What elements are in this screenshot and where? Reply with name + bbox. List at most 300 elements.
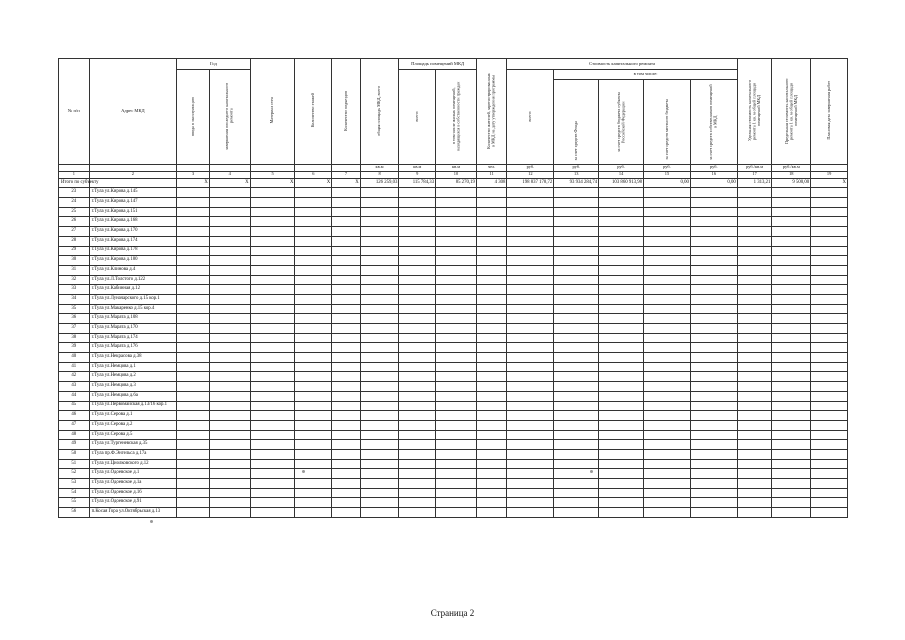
table-cell bbox=[690, 188, 737, 198]
table-cell bbox=[399, 304, 436, 314]
table-cell bbox=[295, 391, 332, 401]
table-row bbox=[59, 324, 848, 334]
row-address: г.Тула ул.Кирова д.145 bbox=[89, 188, 177, 198]
table-cell bbox=[772, 198, 811, 208]
table-cell bbox=[772, 420, 811, 430]
table-cell bbox=[737, 265, 772, 275]
table-cell bbox=[811, 459, 848, 469]
table-cell bbox=[811, 488, 848, 498]
table-cell bbox=[772, 440, 811, 450]
table-cell bbox=[332, 236, 361, 246]
table-cell bbox=[507, 353, 554, 363]
table-cell bbox=[554, 430, 599, 440]
table-cell bbox=[360, 508, 399, 518]
table-cell bbox=[436, 227, 477, 237]
table-cell bbox=[644, 236, 691, 246]
table-cell bbox=[599, 246, 644, 256]
table-cell bbox=[332, 275, 361, 285]
table-cell bbox=[476, 207, 507, 217]
table-cell bbox=[209, 265, 250, 275]
table-cell bbox=[209, 236, 250, 246]
column-number-cell: 1 bbox=[59, 171, 90, 178]
table-cell bbox=[644, 343, 691, 353]
table-row bbox=[59, 198, 848, 208]
table-cell bbox=[507, 188, 554, 198]
table-cell bbox=[332, 449, 361, 459]
row-number: 38 bbox=[59, 333, 90, 343]
table-cell bbox=[476, 343, 507, 353]
table-cell bbox=[554, 469, 599, 479]
table-cell bbox=[737, 430, 772, 440]
table-cell bbox=[476, 227, 507, 237]
table-cell bbox=[599, 236, 644, 246]
table-cell bbox=[811, 391, 848, 401]
table-cell bbox=[295, 411, 332, 421]
table-cell bbox=[360, 372, 399, 382]
table-cell bbox=[772, 343, 811, 353]
table-cell bbox=[436, 401, 477, 411]
table-cell bbox=[177, 265, 210, 275]
table-cell bbox=[209, 207, 250, 217]
row-address: г.Тула ул.Марата д.176 bbox=[89, 343, 177, 353]
row-address: г.Тула ул.Немцова д.2 bbox=[89, 372, 177, 382]
table-cell bbox=[554, 304, 599, 314]
table-cell bbox=[476, 508, 507, 518]
table-cell bbox=[811, 469, 848, 479]
table-cell bbox=[811, 508, 848, 518]
table-cell bbox=[507, 217, 554, 227]
table-cell bbox=[177, 343, 210, 353]
table-cell bbox=[399, 294, 436, 304]
table-cell bbox=[476, 314, 507, 324]
row-address: г.Тула ул.Л.Толстого д.122 bbox=[89, 275, 177, 285]
table-cell bbox=[507, 430, 554, 440]
table-cell bbox=[554, 411, 599, 421]
table-row bbox=[59, 246, 848, 256]
table-cell bbox=[772, 391, 811, 401]
table-cell bbox=[811, 420, 848, 430]
row-address: г.Тула ул.Макаренко д.15 кор.4 bbox=[89, 304, 177, 314]
table-cell bbox=[690, 236, 737, 246]
unit-cell: руб. bbox=[554, 164, 599, 171]
table-cell bbox=[507, 324, 554, 334]
table-cell bbox=[399, 265, 436, 275]
table-cell bbox=[295, 217, 332, 227]
table-cell bbox=[250, 430, 295, 440]
row-number: 47 bbox=[59, 420, 90, 430]
table-cell bbox=[436, 459, 477, 469]
table-cell bbox=[690, 420, 737, 430]
table-cell bbox=[507, 198, 554, 208]
table-cell bbox=[554, 479, 599, 489]
table-cell bbox=[644, 353, 691, 363]
table-cell bbox=[436, 382, 477, 392]
table-cell bbox=[177, 304, 210, 314]
table-cell bbox=[554, 275, 599, 285]
table-cell bbox=[332, 333, 361, 343]
unit-cell: руб. bbox=[599, 164, 644, 171]
column-number-cell: 19 bbox=[811, 171, 848, 178]
year-last-repair-header: завершения последнего капитального ремонта bbox=[209, 70, 250, 165]
summary-cell: 198 837 178,72 bbox=[507, 178, 554, 188]
area-residential-header: в том числе жилых помещений, находящихся в собственности граждан bbox=[436, 70, 477, 165]
table-cell bbox=[209, 333, 250, 343]
row-address: г.Тула ул.Циолковского д.12 bbox=[89, 459, 177, 469]
table-cell bbox=[599, 227, 644, 237]
table-cell bbox=[690, 246, 737, 256]
table-cell bbox=[554, 343, 599, 353]
table-cell bbox=[772, 256, 811, 266]
row-address: г.Тула ул.Одоевское д.16 bbox=[89, 488, 177, 498]
table-cell bbox=[209, 353, 250, 363]
table-cell bbox=[599, 508, 644, 518]
table-cell bbox=[177, 508, 210, 518]
table-cell bbox=[399, 362, 436, 372]
unit-cell bbox=[177, 164, 210, 171]
table-cell bbox=[599, 294, 644, 304]
table-cell bbox=[360, 275, 399, 285]
table-cell bbox=[599, 314, 644, 324]
table-cell bbox=[690, 285, 737, 295]
table-cell bbox=[332, 265, 361, 275]
table-cell bbox=[332, 469, 361, 479]
table-cell bbox=[399, 333, 436, 343]
row-number: 35 bbox=[59, 304, 90, 314]
table-cell bbox=[554, 256, 599, 266]
table-row bbox=[59, 236, 848, 246]
table-cell bbox=[690, 198, 737, 208]
column-number-cell: 3 bbox=[177, 171, 210, 178]
table-cell bbox=[811, 382, 848, 392]
table-cell bbox=[295, 333, 332, 343]
table-cell bbox=[399, 508, 436, 518]
table-cell bbox=[360, 198, 399, 208]
table-cell bbox=[436, 343, 477, 353]
table-cell bbox=[507, 362, 554, 372]
table-cell bbox=[644, 488, 691, 498]
row-address: г.Тула ул.Кирова д.178 bbox=[89, 246, 177, 256]
table-cell bbox=[507, 275, 554, 285]
table-cell bbox=[360, 420, 399, 430]
table-cell bbox=[737, 304, 772, 314]
table-cell bbox=[360, 382, 399, 392]
table-cell bbox=[177, 420, 210, 430]
table-cell bbox=[436, 246, 477, 256]
table-cell bbox=[690, 488, 737, 498]
row-number: 56 bbox=[59, 508, 90, 518]
table-cell bbox=[811, 343, 848, 353]
table-cell bbox=[507, 440, 554, 450]
table-cell bbox=[811, 285, 848, 295]
unit-cell: руб./кв.м bbox=[737, 164, 772, 171]
table-cell bbox=[507, 227, 554, 237]
table-cell bbox=[399, 459, 436, 469]
table-row bbox=[59, 304, 848, 314]
table-cell bbox=[295, 508, 332, 518]
table-cell bbox=[436, 353, 477, 363]
table-cell bbox=[476, 382, 507, 392]
table-cell bbox=[476, 256, 507, 266]
table-cell bbox=[209, 382, 250, 392]
table-cell bbox=[507, 488, 554, 498]
table-cell bbox=[507, 449, 554, 459]
column-number-cell: 8 bbox=[360, 171, 399, 178]
table-cell bbox=[554, 265, 599, 275]
table-cell bbox=[360, 391, 399, 401]
table-cell bbox=[177, 401, 210, 411]
table-cell bbox=[295, 488, 332, 498]
table-cell bbox=[295, 459, 332, 469]
table-cell bbox=[737, 469, 772, 479]
table-cell bbox=[399, 391, 436, 401]
table-row bbox=[59, 391, 848, 401]
table-cell bbox=[690, 227, 737, 237]
table-row bbox=[59, 401, 848, 411]
row-number: 46 bbox=[59, 411, 90, 421]
table-cell bbox=[209, 304, 250, 314]
table-cell bbox=[554, 198, 599, 208]
table-cell bbox=[476, 188, 507, 198]
table-cell bbox=[295, 362, 332, 372]
table-cell bbox=[209, 420, 250, 430]
table-cell bbox=[737, 198, 772, 208]
table-row bbox=[59, 498, 848, 508]
table-cell bbox=[599, 333, 644, 343]
table-cell bbox=[599, 420, 644, 430]
table-cell bbox=[399, 198, 436, 208]
table-cell bbox=[507, 469, 554, 479]
table-cell bbox=[737, 324, 772, 334]
table-cell bbox=[250, 391, 295, 401]
table-cell bbox=[507, 411, 554, 421]
table-row bbox=[59, 372, 848, 382]
table-cell bbox=[399, 353, 436, 363]
table-row bbox=[59, 256, 848, 266]
table-cell bbox=[554, 188, 599, 198]
table-cell bbox=[554, 217, 599, 227]
table-cell bbox=[737, 227, 772, 237]
table-cell bbox=[507, 333, 554, 343]
table-cell bbox=[250, 207, 295, 217]
table-cell bbox=[476, 469, 507, 479]
table-cell bbox=[250, 420, 295, 430]
table-cell bbox=[209, 246, 250, 256]
table-cell bbox=[772, 411, 811, 421]
table-row bbox=[59, 217, 848, 227]
row-address: г.Тула ул.Кирова д.170 bbox=[89, 227, 177, 237]
unit-cell bbox=[295, 164, 332, 171]
row-address: г.Тула ул.Немцова д.6а bbox=[89, 391, 177, 401]
table-cell bbox=[399, 498, 436, 508]
table-cell bbox=[436, 207, 477, 217]
cost-local-header: за счет средств местного бюджета bbox=[644, 79, 691, 164]
table-cell bbox=[360, 207, 399, 217]
summary-cell: 9 500,00 bbox=[772, 178, 811, 188]
table-cell bbox=[209, 343, 250, 353]
table-cell bbox=[436, 188, 477, 198]
table-cell bbox=[250, 382, 295, 392]
table-cell bbox=[332, 285, 361, 295]
table-cell bbox=[737, 362, 772, 372]
table-cell bbox=[476, 236, 507, 246]
table-cell bbox=[399, 479, 436, 489]
table-cell bbox=[399, 440, 436, 450]
table-cell bbox=[295, 343, 332, 353]
table-cell bbox=[360, 304, 399, 314]
row-number: 45 bbox=[59, 401, 90, 411]
table-cell bbox=[332, 294, 361, 304]
row-address: г.Тула ул.Одоевское д.1 bbox=[89, 469, 177, 479]
table-cell bbox=[250, 498, 295, 508]
table-cell bbox=[690, 333, 737, 343]
col-address-header: Адрес МКД bbox=[89, 59, 177, 165]
table-cell bbox=[690, 314, 737, 324]
table-cell bbox=[250, 265, 295, 275]
table-cell bbox=[177, 430, 210, 440]
cost-subject-header: за счет средств бюджета субъекта Российской Федерации bbox=[599, 79, 644, 164]
table-cell bbox=[737, 498, 772, 508]
table-cell bbox=[644, 449, 691, 459]
group-year-header: Год bbox=[177, 59, 250, 70]
table-cell bbox=[177, 294, 210, 304]
row-number: 52 bbox=[59, 469, 90, 479]
table-cell bbox=[209, 256, 250, 266]
table-cell bbox=[554, 246, 599, 256]
table-cell bbox=[772, 314, 811, 324]
table-cell bbox=[599, 430, 644, 440]
table-cell bbox=[250, 217, 295, 227]
row-number: 24 bbox=[59, 198, 90, 208]
table-cell bbox=[599, 382, 644, 392]
planned-date-header: Плановая дата завершения работ bbox=[811, 59, 848, 165]
table-body bbox=[59, 164, 848, 517]
table-cell bbox=[177, 246, 210, 256]
table-cell bbox=[209, 391, 250, 401]
table-cell bbox=[295, 353, 332, 363]
row-number: 26 bbox=[59, 217, 90, 227]
table-cell bbox=[811, 304, 848, 314]
table-cell bbox=[332, 488, 361, 498]
table-cell bbox=[209, 285, 250, 295]
table-cell bbox=[476, 498, 507, 508]
table-cell bbox=[644, 265, 691, 275]
table-cell bbox=[599, 256, 644, 266]
table-cell bbox=[737, 343, 772, 353]
area-total-header: всего: bbox=[399, 70, 436, 165]
table-cell bbox=[507, 236, 554, 246]
table-cell bbox=[177, 236, 210, 246]
table-cell bbox=[811, 246, 848, 256]
table-cell bbox=[177, 479, 210, 489]
table-cell bbox=[209, 294, 250, 304]
unit-cost-limit-header: Предельная стоимость капитального ремонта 1 кв. м общей площади помещений МКД bbox=[772, 59, 811, 165]
page-dot bbox=[150, 520, 153, 523]
row-number: 29 bbox=[59, 246, 90, 256]
table-cell bbox=[177, 362, 210, 372]
table-cell bbox=[399, 430, 436, 440]
table-cell bbox=[644, 324, 691, 334]
table-cell bbox=[737, 401, 772, 411]
summary-cell: X bbox=[209, 178, 250, 188]
row-number: 40 bbox=[59, 353, 90, 363]
summary-cell: 85 270,19 bbox=[436, 178, 477, 188]
table-cell bbox=[690, 372, 737, 382]
table-cell bbox=[737, 207, 772, 217]
table-cell bbox=[507, 246, 554, 256]
table-cell bbox=[177, 333, 210, 343]
table-cell bbox=[209, 372, 250, 382]
table-cell bbox=[399, 207, 436, 217]
table-cell bbox=[772, 479, 811, 489]
table-cell bbox=[332, 391, 361, 401]
table-cell bbox=[737, 275, 772, 285]
table-cell bbox=[554, 236, 599, 246]
table-cell bbox=[476, 285, 507, 295]
table-row bbox=[59, 449, 848, 459]
table-cell bbox=[360, 401, 399, 411]
row-number: 50 bbox=[59, 449, 90, 459]
table-cell bbox=[554, 459, 599, 469]
table-cell bbox=[399, 420, 436, 430]
column-number-cell: 18 bbox=[772, 171, 811, 178]
table-cell bbox=[476, 198, 507, 208]
group-cost-header: Стоимость капитального ремонта bbox=[507, 59, 737, 70]
table-cell bbox=[772, 275, 811, 285]
table-cell bbox=[295, 449, 332, 459]
table-cell bbox=[554, 324, 599, 334]
table-cell bbox=[811, 401, 848, 411]
table-cell bbox=[737, 353, 772, 363]
table-cell bbox=[295, 498, 332, 508]
table-cell bbox=[599, 343, 644, 353]
unit-cell bbox=[209, 164, 250, 171]
unit-cell: руб. bbox=[507, 164, 554, 171]
table-cell bbox=[690, 265, 737, 275]
table-cell bbox=[332, 440, 361, 450]
table-cell bbox=[554, 362, 599, 372]
table-cell bbox=[360, 217, 399, 227]
summary-cell: X bbox=[250, 178, 295, 188]
row-number: 53 bbox=[59, 479, 90, 489]
table-row bbox=[59, 411, 848, 421]
table-cell bbox=[436, 372, 477, 382]
table-cell bbox=[554, 440, 599, 450]
table-cell bbox=[690, 382, 737, 392]
table-cell bbox=[644, 391, 691, 401]
cost-fund-header: за счет средств Фонда bbox=[554, 79, 599, 164]
summary-cell: 93 934 284,74 bbox=[554, 178, 599, 188]
table-cell bbox=[295, 188, 332, 198]
table-cell bbox=[436, 333, 477, 343]
table-cell bbox=[360, 440, 399, 450]
row-number: 28 bbox=[59, 236, 90, 246]
table-cell bbox=[177, 498, 210, 508]
table-cell bbox=[476, 488, 507, 498]
table-cell bbox=[690, 207, 737, 217]
table-cell bbox=[250, 314, 295, 324]
table-cell bbox=[177, 227, 210, 237]
table-cell bbox=[360, 285, 399, 295]
column-number-cell: 4 bbox=[209, 171, 250, 178]
table-row bbox=[59, 459, 848, 469]
page-footer: Страница 2 bbox=[430, 608, 475, 618]
table-cell bbox=[399, 488, 436, 498]
table-cell bbox=[690, 430, 737, 440]
table-cell bbox=[295, 401, 332, 411]
table-cell bbox=[436, 324, 477, 334]
table-cell bbox=[436, 479, 477, 489]
table-cell bbox=[177, 314, 210, 324]
